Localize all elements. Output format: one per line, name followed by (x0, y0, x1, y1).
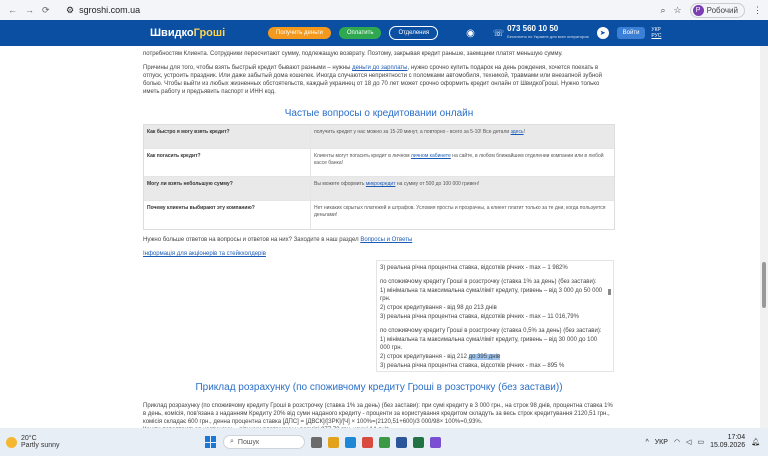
eye-icon[interactable]: ◉ (466, 27, 475, 39)
sun-icon (6, 437, 17, 448)
example-title: Приклад розрахунку (по споживчому кредиту Гроші в розстрочку (без застави)) (195, 382, 563, 393)
logo-accent: Гроші (193, 27, 226, 39)
volume-icon[interactable]: ◁ (686, 439, 692, 446)
faq-row (144, 125, 614, 149)
forward-icon[interactable]: → (25, 4, 34, 15)
date: 15.09.2026 (710, 442, 746, 449)
faq-table (143, 124, 615, 230)
rate-line: по споживчому кредиту Гроші в розстрочку (ставка 1% за день) (без застави): (380, 279, 597, 285)
faq-question: Как быстро я могу взять кредит? (147, 129, 230, 135)
departments-button[interactable]: Отделения (389, 26, 438, 40)
windows-start-icon[interactable] (205, 436, 217, 448)
faq-row (144, 201, 614, 229)
zoom-icon[interactable]: ⌕ (660, 4, 666, 15)
details-link[interactable]: здесь (510, 129, 524, 135)
menu-icon[interactable]: ⋮ (753, 4, 762, 15)
phone-subtitle: Бесплатно по Украине для всех операторов (507, 34, 589, 39)
taskbar-apps (311, 437, 441, 448)
selected-text: до 395 днів (468, 354, 501, 360)
system-tray (645, 434, 768, 450)
login-button[interactable]: Войти (617, 27, 646, 39)
weather-temp: 20°C (21, 435, 37, 442)
app-icon[interactable] (430, 437, 441, 448)
url-text: sgroshi.com.ua (79, 5, 141, 15)
rate-line: по споживчому кредиту Гроші в розстрочку (ставка 0,5% за день) (без застави): (380, 328, 602, 334)
time: 17:04 (727, 434, 746, 441)
notification-icon[interactable]: 🔔︎ (751, 439, 760, 446)
chrome-icon[interactable] (379, 437, 390, 448)
weather-widget[interactable] (0, 435, 205, 449)
cabinet-link[interactable]: личном кабинете (410, 153, 451, 159)
tray-lang[interactable]: УКР (654, 438, 668, 446)
microcredit-link[interactable]: микрокредит (365, 181, 396, 187)
faq-answer: Нет никаких скрытых платежей и штрафов. Условия просты и прозрачны, а клиент платит только за те дни, когда пользуется деньгами! (310, 201, 614, 229)
faq-answer: Клиенты могут погасить кредит в личном личном кабинете на сайте, в любом ближайшем отделении компании или в любой кассе банка! (310, 149, 614, 176)
wifi-icon[interactable]: ◠ (673, 439, 681, 446)
avatar: Р (693, 5, 704, 16)
rate-line: 1) мінімальна та максимальна сума/ліміт кредиту, гривень – від 3 000 до 50 000 грн. (380, 288, 603, 302)
battery-icon[interactable]: ▭ (697, 439, 705, 446)
example-text: Приклад розрахунку (по споживчому кредиту Гроші в розстрочку (ставка 1% за день) (без застави): при сумі кредиту в 3 000 грн., на строк 98 днів, процентна ставка 1% в день, комісія, пов'язана з наданням Кредиту 20% від суми наданого кредиту - проценти за користування кредитом складуть за весь строк кредитування 2120,51 грн., комісія складає 600 грн., денна процентна ставка [ДПС] = [ДВСК]/[ЗРК]/[Ч] × 100%=(2120,51+600)/3 000/98× 100%=0,93%. (143, 403, 613, 425)
word-icon[interactable] (396, 437, 407, 448)
inner-scrollbar[interactable] (607, 261, 613, 373)
task-view-icon[interactable] (311, 437, 322, 448)
rate-line: 2) строк кредитування - від 212 до 395 днів (380, 354, 501, 360)
rate-line: 3) реальна річна процентна ставка, відсотків річних - max – 11 016,79% (380, 314, 579, 320)
lang-ukr[interactable]: УКР (651, 27, 661, 33)
address-bar[interactable] (66, 5, 140, 16)
shareholders-link[interactable]: Інформація для акціонерів та стейкхолдерів (143, 251, 266, 257)
faq-question: Как погасить кредит? (147, 153, 201, 159)
reload-icon[interactable]: ⟳ (42, 4, 50, 15)
file-explorer-icon[interactable] (328, 437, 339, 448)
taskbar (0, 428, 768, 456)
phone-number: 073 560 10 50 (507, 24, 559, 33)
rates-content (377, 261, 607, 374)
language-switch (651, 27, 661, 39)
reasons-paragraph: Причины для того, чтобы взять быстрый кредит бывают разными – нужны деньги до зарплаты, нужно срочно купить подарок на день рождения, хочется поехать в отпуск, устроить праздник. Или даже забытый дома кошелек. Иногда случаются неприятности с поломками автомобиля, техникой, травмами или внезапной зубной болью. Чтобы выйти из любых жизненных обстоятельств, каждый украинец от 18 до 70 лет может срочно оформить кредит онлайн от ШвидкоГроші. Нужно только иметь работу и предъявить паспорт и ИНН код. (143, 65, 602, 95)
search-label: Пошук (237, 438, 260, 446)
browser-nav (0, 5, 64, 16)
rates-scroll-box[interactable] (376, 260, 614, 372)
rate-line: 2) строк кредитування - від 98 до 213 днів (380, 305, 497, 311)
page-scrollbar[interactable] (760, 46, 768, 428)
salary-loan-link[interactable]: деньги до зарплаты (352, 65, 408, 71)
more-answers: Нужно больше ответов на вопросы и ответов на них? Заходите в наш раздел Вопросы и Ответы (143, 237, 413, 243)
intro-tail: потребностям Клиента. Сотрудники пересчитают сумму, подлежащую возврату. Поэтому, закрывая кредит раньше, заемщики платят меньшую сумму. (143, 51, 563, 57)
profile-label: Робочий (706, 5, 738, 15)
taskbar-search[interactable] (223, 435, 305, 449)
faq-title: Частые вопросы о кредитовании онлайн (284, 108, 474, 119)
back-icon[interactable]: ← (8, 4, 17, 15)
lang-rus[interactable]: РУС (651, 33, 662, 39)
faq-question: Могу ли взять небольшую сумму? (147, 181, 233, 187)
faq-question: Почему клиенты выбирают эту компанию? (147, 205, 255, 211)
site-logo[interactable]: ШвидкоГроші (150, 27, 226, 39)
edge-icon[interactable] (345, 437, 356, 448)
faq-answer: получить кредит у нас можно за 15-20 минут, а повторно - всего за 5-10! Все детали здесь! (310, 125, 614, 148)
phone-icon: ☏ (492, 27, 505, 38)
shareholders-row (143, 250, 615, 258)
browser-toolbar (0, 0, 768, 20)
profile-button[interactable] (690, 3, 745, 18)
faq-row (144, 177, 614, 201)
pay-button[interactable]: Оплатить (339, 27, 382, 39)
clock[interactable] (710, 434, 745, 450)
get-money-button[interactable]: Получить деньги (268, 27, 331, 39)
faq-answer: Вы можете оформить микрокредит на сумму от 500 до 100 000 гривен! (310, 177, 614, 200)
inner-scroll-thumb[interactable] (608, 289, 611, 295)
page-scroll-thumb[interactable] (762, 262, 766, 308)
page-content (0, 46, 760, 428)
telegram-icon[interactable]: ➤ (597, 27, 609, 39)
faq-row (144, 149, 614, 177)
store-icon[interactable] (362, 437, 373, 448)
site-header (0, 20, 768, 46)
faq-section-link[interactable]: Вопросы и Ответы (360, 237, 413, 243)
rate-line: 3) реальна річна процентна ставка, відсотків річних - max – 895 % (380, 363, 565, 369)
rate-line: 3) реальна річна процентна ставка, відсотків річних - max – 1 982% (380, 265, 568, 271)
weather-desc: Partly sunny (21, 442, 60, 449)
excel-icon[interactable] (413, 437, 424, 448)
bookmark-star-icon[interactable]: ☆ (673, 4, 682, 15)
chevron-up-icon[interactable]: ^ (645, 438, 649, 446)
site-info-icon[interactable]: ⚙ (66, 4, 75, 15)
rate-line: 1) мінімальна та максимальна сума/ліміт кредиту, гривень – від 30 000 до 100 000 грн. (380, 337, 598, 351)
search-icon: ⌕ (230, 438, 234, 445)
phone-block[interactable] (507, 25, 589, 41)
